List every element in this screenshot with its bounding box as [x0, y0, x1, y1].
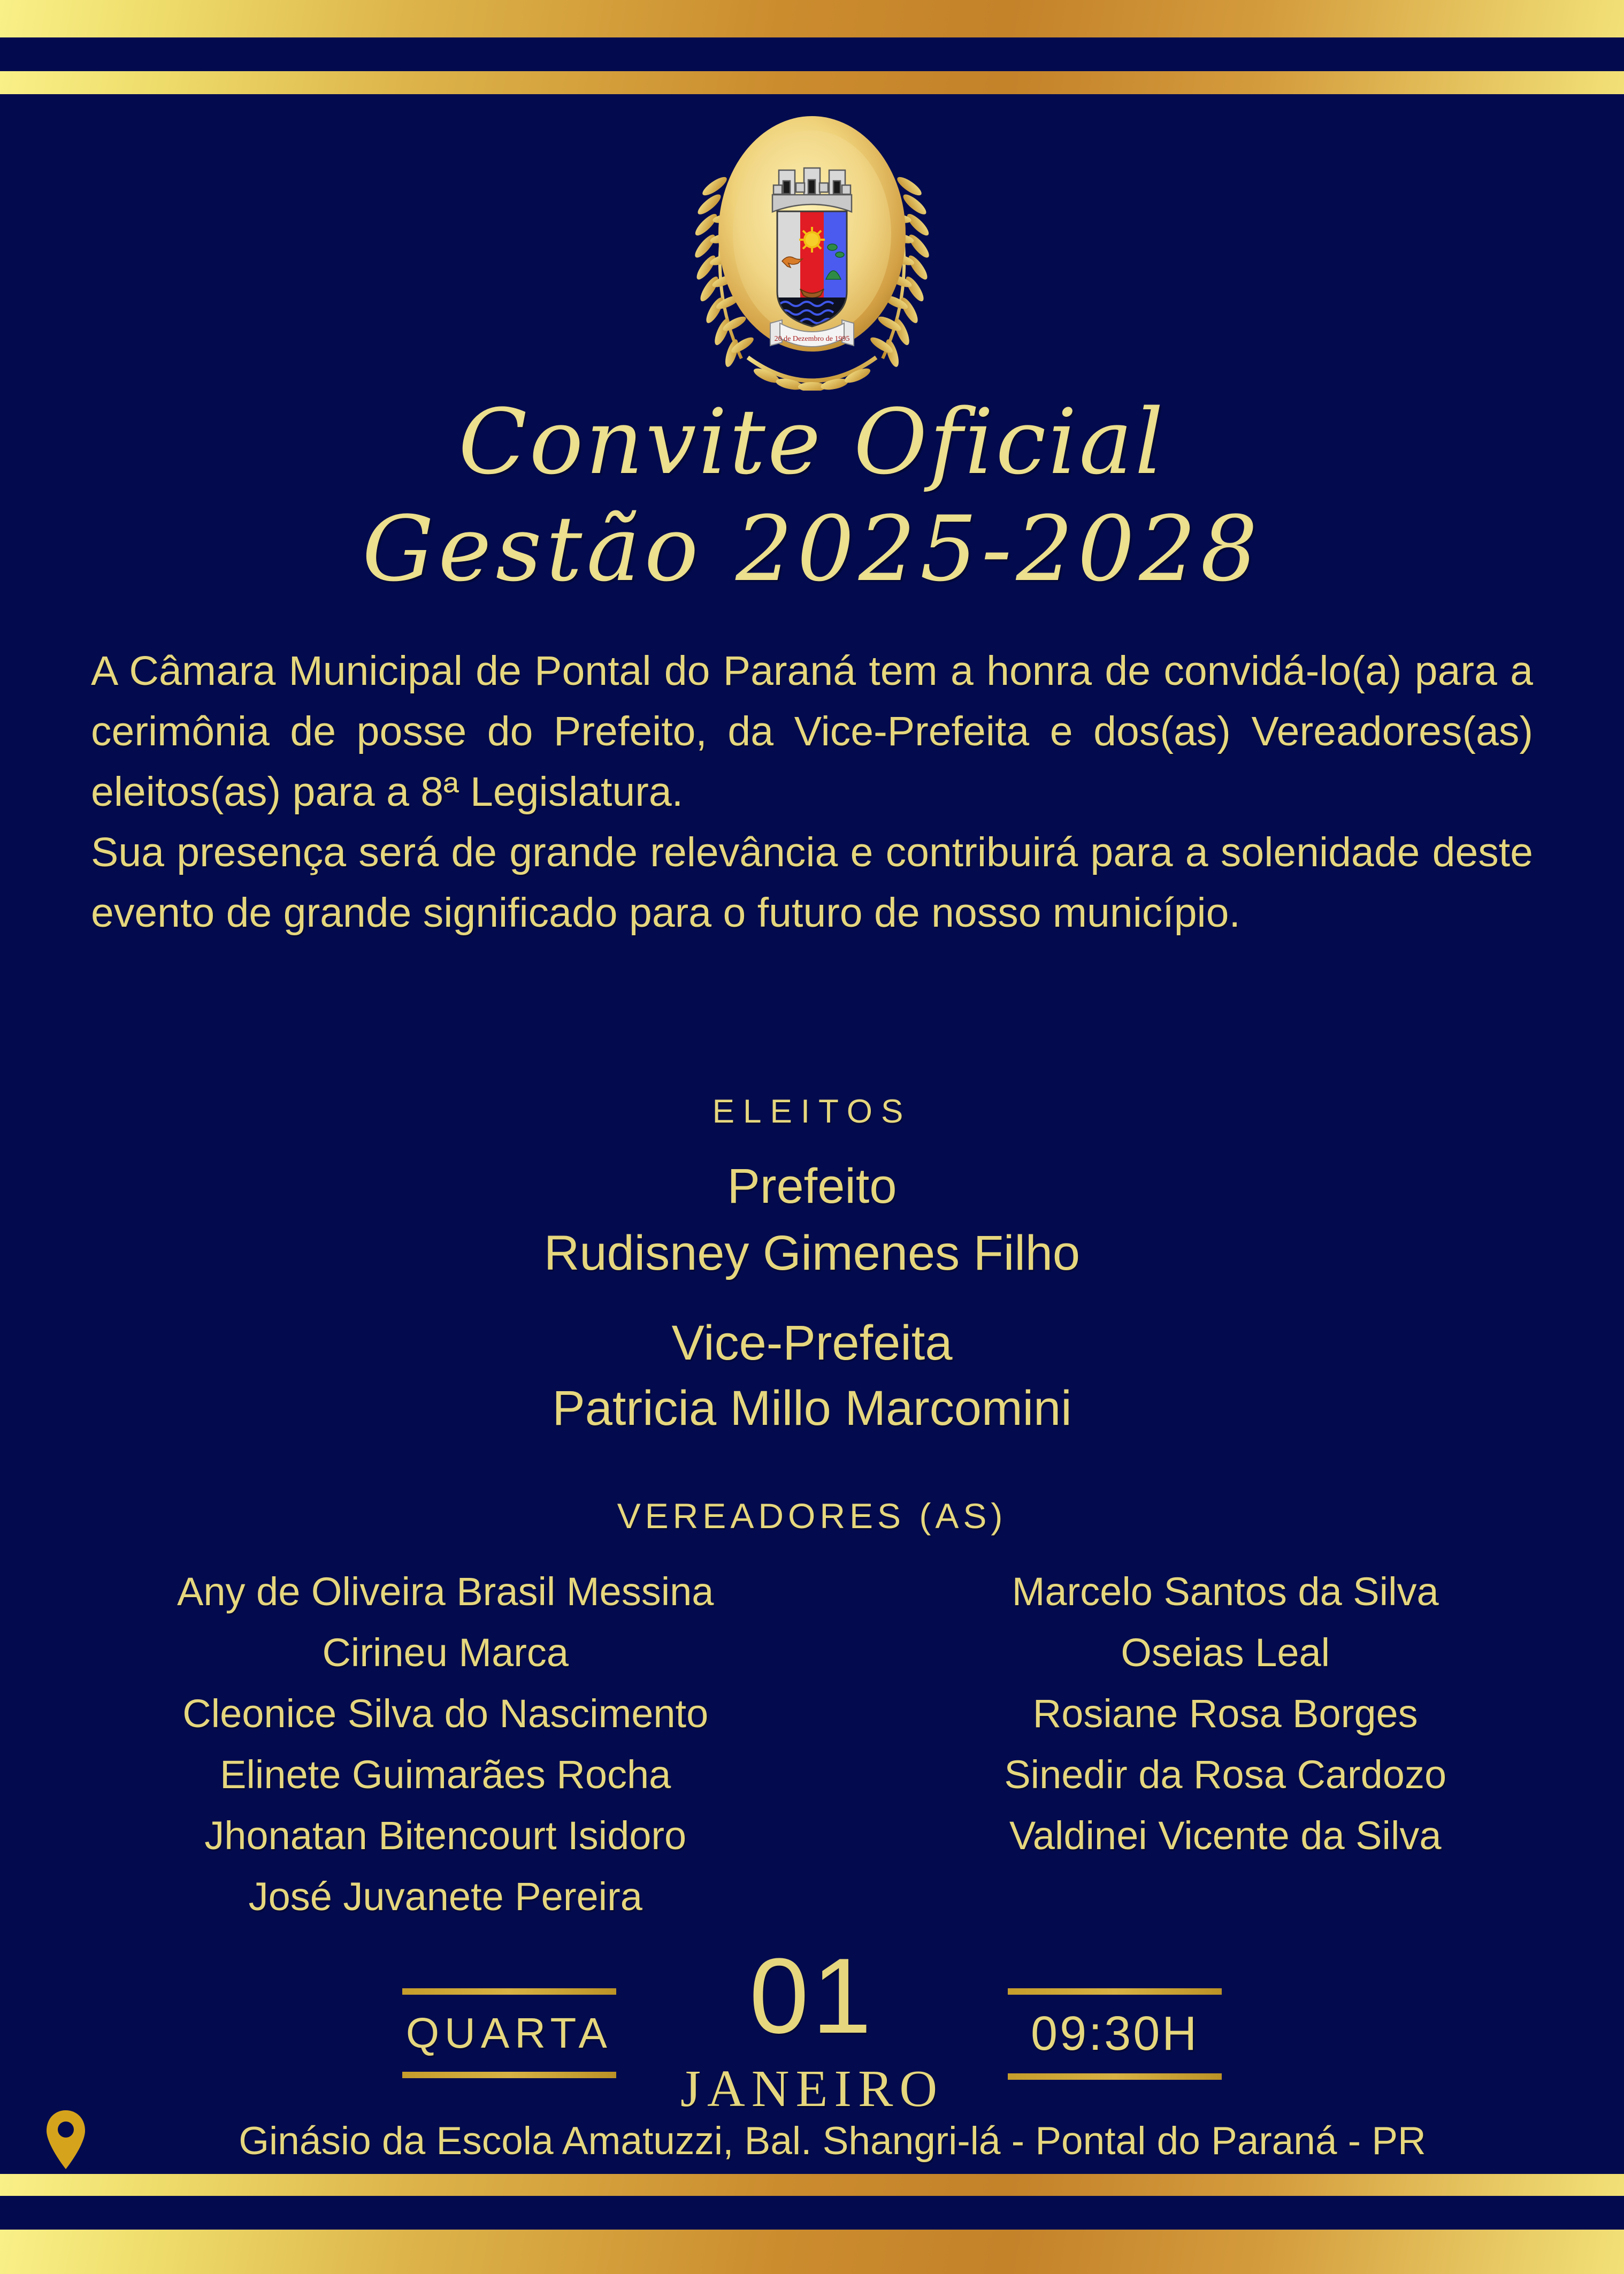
location-block [45, 2109, 1579, 2170]
vereador-name: Cirineu Marca [322, 1630, 569, 1675]
vereador-name: Jhonatan Bitencourt Isidoro [204, 1813, 687, 1858]
crest-svg [652, 107, 972, 391]
vice-prefeita-name: Patricia Millo Marcomini [552, 1381, 1072, 1436]
prefeito-name: Rudisney Gimenes Filho [543, 1226, 1081, 1280]
gold-band-top [0, 0, 1624, 37]
gold-band-bottom [0, 2230, 1624, 2274]
vereadores-column-left [32, 1561, 859, 1927]
vereador-name: Marcelo Santos da Silva [1012, 1569, 1439, 1614]
body-paragraph-1: A Câmara Municipal de Pontal do Paraná tem a honra de convidá-lo(a) para a cerimônia de posse do Prefeito, da Vice-Prefeita e dos(as) Vereadores(as) eleitos(as) para a 8ª Legislatura. [91, 648, 1533, 815]
vereador-name: Cleonice Silva do Nascimento [182, 1691, 709, 1736]
event-day: 01 [749, 1936, 875, 2056]
vereador-name: José Juvanete Pereira [248, 1874, 642, 1919]
event-month: JANEIRO [680, 2060, 944, 2118]
gold-stripe-bottom [0, 2174, 1624, 2196]
location-text: Ginásio da Escola Amatuzzi, Bal. Shangri-lá - Pontal do Paraná - PR [239, 2119, 1426, 2163]
gold-rule [1008, 1988, 1222, 1995]
vereador-name: Elinete Guimarães Rocha [220, 1752, 671, 1797]
body-paragraph-2: Sua presença será de grande relevância e contribuirá para a solenidade deste evento de grande significado para o futuro de nosso município. [91, 829, 1533, 936]
municipal-crest [652, 107, 972, 393]
vereador-name: Any de Oliveira Brasil Messina [177, 1569, 714, 1614]
gold-rule [402, 1988, 616, 1995]
laurel-wreath-bottom [748, 357, 876, 391]
event-weekday: QUARTA [405, 2009, 612, 2057]
sun [799, 227, 825, 253]
event-date-block [680, 1936, 944, 2119]
location-pin-icon [45, 2109, 86, 2170]
vereador-name: Sinedir da Rosa Cardozo [1004, 1752, 1447, 1797]
prefeito-label: Prefeito [727, 1159, 897, 1214]
vereadores-header: VEREADORES (AS) [617, 1496, 1007, 1536]
invitation-body [91, 641, 1533, 943]
title-line2: Gestão 2025-2028 [362, 497, 1262, 601]
vice-prefeita-label: Vice-Prefeita [671, 1316, 953, 1370]
eleitos-header: ELEITOS [712, 1093, 912, 1130]
gold-rule [402, 2072, 616, 2078]
event-time-block [1008, 1988, 1222, 2080]
vereador-name: Valdinei Vicente da Silva [1009, 1813, 1442, 1858]
vereadores-column-right [859, 1561, 1592, 1927]
event-datetime-block [0, 1936, 1624, 2119]
banner-text: 20 de Dezembro de 1995 [774, 335, 850, 343]
gold-stripe-top [0, 71, 1624, 94]
shield-field [777, 211, 847, 330]
gold-rule [1008, 2073, 1222, 2080]
title-line1: Convite Oficial [458, 390, 1166, 494]
vereador-name: Rosiane Rosa Borges [1032, 1691, 1418, 1736]
event-time: 09:30H [1031, 2007, 1199, 2061]
vereadores-list [32, 1561, 1592, 1927]
event-weekday-block [402, 1988, 616, 2078]
vereador-name: Oseias Leal [1121, 1630, 1330, 1675]
